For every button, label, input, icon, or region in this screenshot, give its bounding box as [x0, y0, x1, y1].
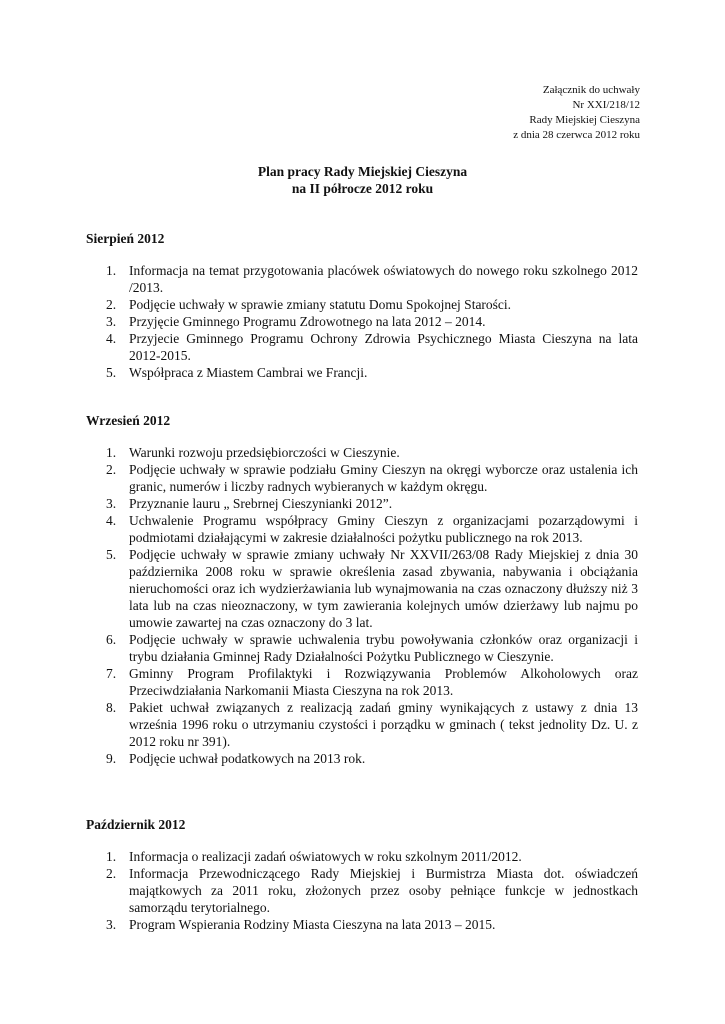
- attachment-note-line: Załącznik do uchwały: [542, 84, 640, 96]
- list-item: [86, 865, 638, 916]
- list-item: [86, 848, 638, 865]
- item-number: 3.: [106, 496, 117, 511]
- item-number: 3.: [106, 917, 117, 932]
- item-text: Przyjecie Gminnego Programu Ochrony Zdrowia Psychicznego Miasta Cieszyna na lata 2012-2015.: [129, 331, 638, 363]
- list-item: [86, 296, 638, 313]
- item-number: 6.: [106, 632, 117, 647]
- item-number: 2.: [106, 866, 117, 881]
- document-title-line-2: na II półrocze 2012 roku: [291, 181, 434, 196]
- item-number: 3.: [106, 314, 117, 329]
- section-heading-august: Sierpień 2012: [86, 231, 165, 246]
- item-text: Podjęcie uchwały w sprawie zmiany statutu Domu Spokojnej Starości.: [129, 297, 512, 312]
- item-number: 5.: [106, 365, 117, 380]
- item-number: 1.: [106, 445, 117, 460]
- attachment-note-line: Nr XXI/218/12: [572, 99, 640, 111]
- list-item: [86, 364, 638, 381]
- item-text: Pakiet uchwał związanych z realizacją zadań gminy wynikających z ustawy z dnia 13 września 1996 roku o utrzymaniu czystości i porządku w gminach ( tekst jednolity Dz. U. z 2012 roku nr 391).: [129, 700, 638, 749]
- attachment-note-line: Rady Miejskiej Cieszyna: [529, 114, 640, 126]
- list-item: [86, 330, 638, 364]
- list-item: [86, 916, 638, 933]
- attachment-note-line: z dnia 28 czerwca 2012 roku: [513, 129, 640, 141]
- list-item: [86, 631, 638, 665]
- item-text: Uchwalenie Programu współpracy Gminy Cieszyn z organizacjami pozarządowymi i podmiotami działającymi w zakresie działalności pożytku publicznego na rok 2013.: [129, 513, 638, 545]
- item-text: Przyjęcie Gminnego Programu Zdrowotnego na lata 2012 – 2014.: [129, 314, 486, 329]
- section-list-september: [86, 444, 638, 767]
- item-text: Przyznanie lauru „ Srebrnej Cieszynianki 2012”.: [129, 496, 393, 511]
- document-title: [0, 163, 725, 197]
- item-number: 1.: [106, 263, 117, 278]
- document-title-line-1: Plan pracy Rady Miejskiej Cieszyna: [257, 164, 468, 179]
- attachment-note: [513, 83, 640, 143]
- item-number: 9.: [106, 751, 117, 766]
- section-heading-september: Wrzesień 2012: [86, 413, 171, 428]
- item-text: Podjęcie uchwały w sprawie zmiany uchwały Nr XXVII/263/08 Rady Miejskiej z dnia 30 października 2008 roku w sprawie określenia zasad zbywania, nabywania i obciążania nieruchomości oraz ich wydzierżawiania lub wynajmowania na czas oznaczony dłuższy niż 3 lata lub na czas nieoznaczony, w tym zawierania kolejnych umów dzierżawy lub najmu po umowie zawartej na czas oznaczony do 3 lat.: [129, 547, 638, 630]
- section-list-august: [86, 262, 638, 381]
- item-number: 2.: [106, 462, 117, 477]
- list-item: [86, 444, 638, 461]
- item-text: Podjęcie uchwał podatkowych na 2013 rok.: [129, 751, 366, 766]
- item-text: Podjęcie uchwały w sprawie uchwalenia trybu powoływania członków oraz organizacji i trybu działania Gminnej Rady Działalności Pożytku Publicznego w Cieszynie.: [129, 632, 638, 664]
- section-list-october: [86, 848, 638, 933]
- item-text: Gminny Program Profilaktyki i Rozwiązywania Problemów Alkoholowych oraz Przeciwdziałania Narkomanii Miasta Cieszyna na rok 2013.: [129, 666, 638, 698]
- item-text: Informacja o realizacji zadań oświatowych w roku szkolnym 2011/2012.: [129, 849, 522, 864]
- item-text: Informacja na temat przygotowania placówek oświatowych do nowego roku szkolnego 2012 /2013.: [129, 263, 638, 295]
- list-item: [86, 313, 638, 330]
- item-number: 5.: [106, 547, 117, 562]
- list-item: [86, 750, 638, 767]
- item-number: 7.: [106, 666, 117, 681]
- section-heading-october: Październik 2012: [86, 817, 186, 832]
- list-item: [86, 262, 638, 296]
- list-item: [86, 699, 638, 750]
- item-text: Współpraca z Miastem Cambrai we Francji.: [129, 365, 368, 380]
- item-number: 2.: [106, 297, 117, 312]
- item-text: Program Wspierania Rodziny Miasta Cieszyna na lata 2013 – 2015.: [129, 917, 496, 932]
- list-item: [86, 461, 638, 495]
- list-item: [86, 546, 638, 631]
- item-number: 1.: [106, 849, 117, 864]
- list-item: [86, 495, 638, 512]
- item-text: Warunki rozwoju przedsiębiorczości w Cieszynie.: [129, 445, 400, 460]
- list-item: [86, 512, 638, 546]
- item-number: 4.: [106, 513, 117, 528]
- list-item: [86, 665, 638, 699]
- item-number: 4.: [106, 331, 117, 346]
- item-text: Informacja Przewodniczącego Rady Miejskiej i Burmistrza Miasta dot. oświadczeń majątkowych za 2011 roku, złożonych przez osoby pełniące funkcje w jednostkach samorządu terytorialnego.: [129, 866, 638, 915]
- item-number: 8.: [106, 700, 117, 715]
- item-text: Podjęcie uchwały w sprawie podziału Gminy Cieszyn na okręgi wyborcze oraz ustalenia ich granic, numerów i liczby radnych wybieranych w każdym okręgu.: [129, 462, 638, 494]
